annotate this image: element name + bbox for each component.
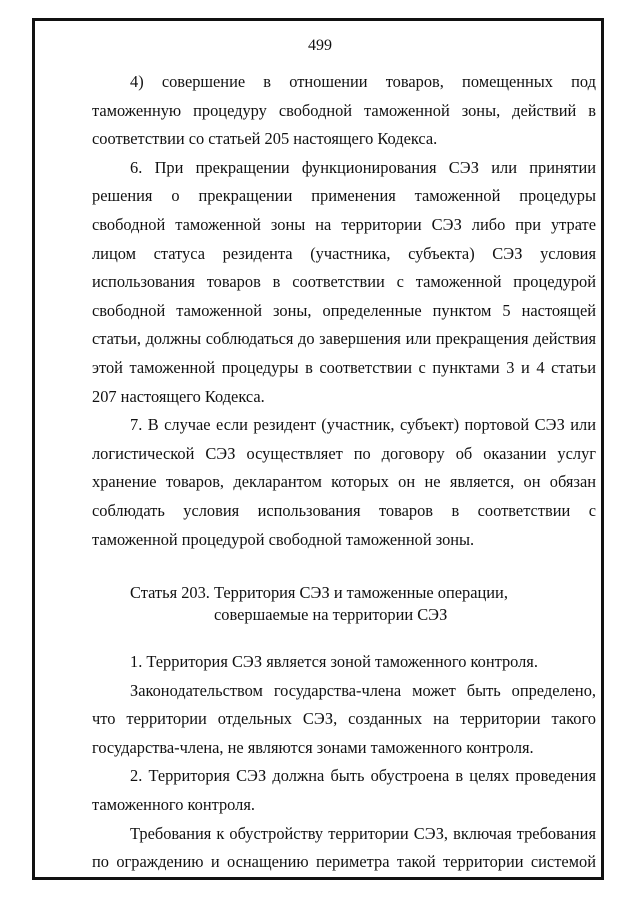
document-body xyxy=(92,68,596,877)
article-heading xyxy=(92,582,596,626)
article-heading-line2: совершаемые на территории СЭЗ xyxy=(214,605,448,625)
page-number: 499 xyxy=(308,37,332,54)
article-heading-line1: Статья 203. Территория СЭЗ и таможенные операции, xyxy=(130,583,508,603)
paragraph-requirements: Требования к обустройству территории СЭЗ, включая требования по ограждению и оснащению периметра такой территории системой xyxy=(92,823,596,872)
paragraph-legislation: Законодательством государства-члена может быть определено, что территории отдельных СЭЗ, созданных на территории такого государства-члена, не являются зонами таможенного контроля. xyxy=(92,680,596,757)
paragraph-point-2: 2. Территория СЭЗ должна быть обустроена в целях проведения таможенного контроля. xyxy=(92,766,596,815)
paragraph-point-7: 7. В случае если резидент (участник, субъект) портовой СЭЗ или логистической СЭЗ осуществляет по договору об оказании услуг хранение товаров, декларантом которых он не является, он обязан соблюдать условия использования товаров в соответствии с таможенной процедурой свободной таможенной зоны. xyxy=(92,415,596,549)
paragraph-item-4: 4) совершение в отношении товаров, помещенных под таможенную процедуру свободной таможенной зоны, действий в соответствии со статьей 205 настоящего Кодекса. xyxy=(92,72,596,149)
paragraph-point-1: 1. Территория СЭЗ является зоной таможенного контроля. xyxy=(130,652,538,672)
paragraph-point-6: 6. При прекращении функционирования СЭЗ или принятии решения о прекращении применения таможенной процедуры свободной таможенной зоны на территории СЭЗ либо при утрате лицом статуса резидента (участника, субъекта) СЭЗ условия использования товаров в соответствии с таможенной процедурой свободной таможенной зоны, определенные пунктом 5 настоящей статьи, должны соблюдаться до завершения или прекращения действия этой таможенной процедуры в соответствии с пунктами 3 и 4 статьи 207 настоящего Кодекса. xyxy=(92,157,596,406)
